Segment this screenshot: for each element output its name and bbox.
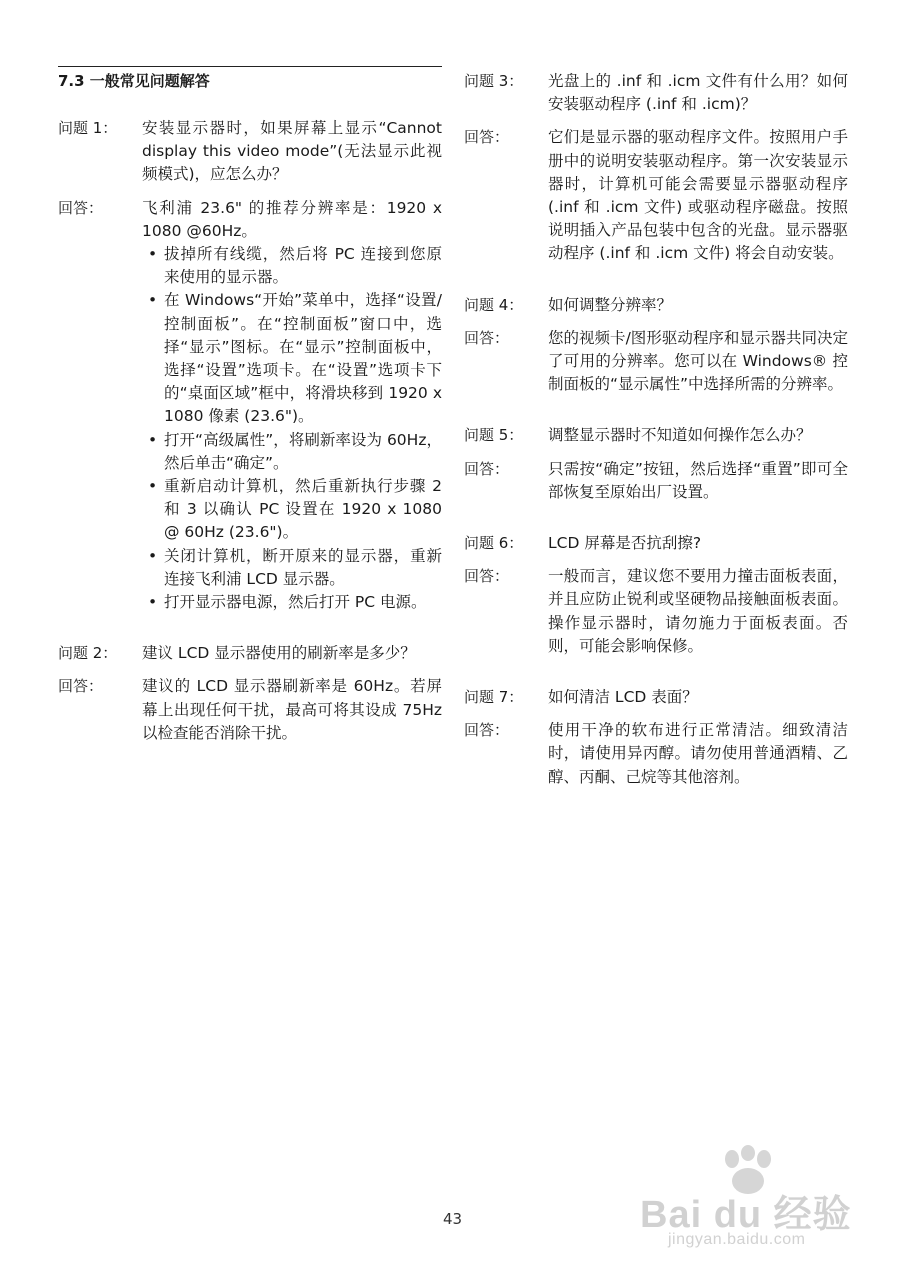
question-row: [464, 532, 848, 555]
faq-item-3: [464, 70, 848, 266]
question-row: [464, 70, 848, 116]
list-item: • 关闭计算机，断开原来的显示器，重新连接飞利浦 LCD 显示器。: [142, 545, 442, 591]
question-text: 建议 LCD 显示器使用的刷新率是多少？: [142, 644, 416, 663]
watermark-logo-text: Bai du 经验: [640, 1194, 852, 1236]
question-text: 如何调整分辨率？: [548, 295, 673, 314]
list-item: • 打开显示器电源，然后打开 PC 电源。: [142, 591, 442, 614]
answer-label: 回答：: [464, 128, 510, 147]
faq-item-2: [58, 642, 442, 745]
answer-label: 回答：: [464, 459, 510, 478]
faq-item-1: [58, 117, 442, 614]
answer-text: 使用干净的软布进行正常清洁。细致清洁时，请使用异丙醇。请勿使用普通酒精、乙醇、丙酮、己烷等其他溶剂。: [548, 721, 848, 786]
answer-body: [142, 197, 442, 615]
question-row: [58, 117, 442, 187]
answer-row: [58, 675, 442, 745]
answer-label: 回答：: [464, 567, 510, 586]
question-row: [464, 294, 848, 317]
faq-item-5: [464, 424, 848, 504]
answer-row: [464, 565, 848, 658]
answer-row: [464, 327, 848, 397]
question-text: 调整显示器时不知道如何操作怎么办？: [548, 426, 812, 445]
list-item: • 在 Windows“开始”菜单中，选择“设置/控制面板”。在“控制面板”窗口中，选择“显示”图标。在“显示”控制面板中，选择“设置”选项卡。在“设置”选项卡下的“桌面区域”框中，将滑块移到 1920 x 1080 像素 (23.6")。: [142, 289, 442, 428]
right-column: [464, 70, 848, 817]
question-label: 问题 4：: [464, 295, 524, 314]
left-column: [58, 66, 442, 773]
answer-label: 回答：: [464, 721, 510, 740]
answer-row: [58, 197, 442, 615]
section-title: 7.3 一般常见问题解答: [58, 72, 210, 90]
answer-label: 回答：: [58, 198, 104, 217]
answer-row: [464, 126, 848, 265]
question-label: 问题 1：: [58, 119, 118, 137]
question-text: 光盘上的 .inf 和 .icm 文件有什么用？如何安装驱动程序 (.inf 和 .icm)？: [548, 72, 848, 114]
list-item: • 拔掉所有线缆，然后将 PC 连接到您原来使用的显示器。: [142, 243, 442, 289]
list-item: • 打开“高级属性”，将刷新率设为 60Hz，然后单击“确定”。: [142, 429, 442, 475]
question-row: [464, 686, 848, 709]
answer-steps: [142, 243, 442, 614]
list-item: • 重新启动计算机，然后重新执行步骤 2 和 3 以确认 PC 设置在 1920 x 1080 @ 60Hz (23.6")。: [142, 475, 442, 545]
answer-text: 它们是显示器的驱动程序文件。按照用户手册中的说明安装驱动程序。第一次安装显示器时，计算机可能会需要显示器驱动程序 (.inf 和 .icm 文件) 或驱动程序磁盘。按照说明插入产品包装中包含的光盘。显示器驱动程序 (.inf 和 .icm 文件) 将会自动安装。: [548, 128, 848, 263]
faq-item-7: [464, 686, 848, 789]
answer-label: 回答：: [464, 328, 510, 347]
question-label: 问题 6：: [464, 534, 524, 553]
question-label: 问题 5：: [464, 426, 524, 445]
answer-text: 您的视频卡/图形驱动程序和显示器共同决定了可用的分辨率。您可以在 Windows® 控制面板的“显示属性”中选择所需的分辨率。: [548, 328, 848, 394]
question-text: LCD 屏幕是否抗刮擦?: [548, 534, 702, 553]
answer-label: 回答：: [58, 677, 104, 696]
faq-item-4: [464, 294, 848, 397]
answer-text: 只需按“确定”按钮，然后选择“重置”即可全部恢复至原始出厂设置。: [548, 459, 848, 501]
baidu-jingyan-watermark: [630, 1145, 880, 1255]
question-text: 如何清洁 LCD 表面？: [548, 688, 698, 707]
page-number: 43: [442, 1210, 463, 1228]
faq-item-6: [464, 532, 848, 658]
answer-intro: 飞利浦 23.6" 的推荐分辨率是：1920 x 1080 @60Hz。: [142, 198, 442, 240]
answer-row: [464, 458, 848, 504]
question-text: 安装显示器时，如果屏幕上显示“Cannot display this video mode”(无法显示此视频模式)，应怎么办？: [142, 119, 442, 184]
answer-text: 建议的 LCD 显示器刷新率是 60Hz。若屏幕上出现任何干扰，最高可将其设成 75Hz 以检查能否消除干扰。: [142, 677, 442, 742]
question-label: 问题 3：: [464, 72, 524, 90]
answer-text: 一般而言，建议您不要用力撞击面板表面，并且应防止锐利或坚硬物品接触面板表面。操作显示器时，请勿施力于面板表面。否则，可能会影响保修。: [548, 567, 848, 655]
answer-row: [464, 719, 848, 789]
question-label: 问题 7：: [464, 688, 524, 707]
question-label: 问题 2：: [58, 644, 118, 663]
section-rule: [58, 66, 442, 67]
watermark-url: jingyan.baidu.com: [668, 1231, 806, 1248]
question-row: [464, 424, 848, 447]
question-row: [58, 642, 442, 665]
